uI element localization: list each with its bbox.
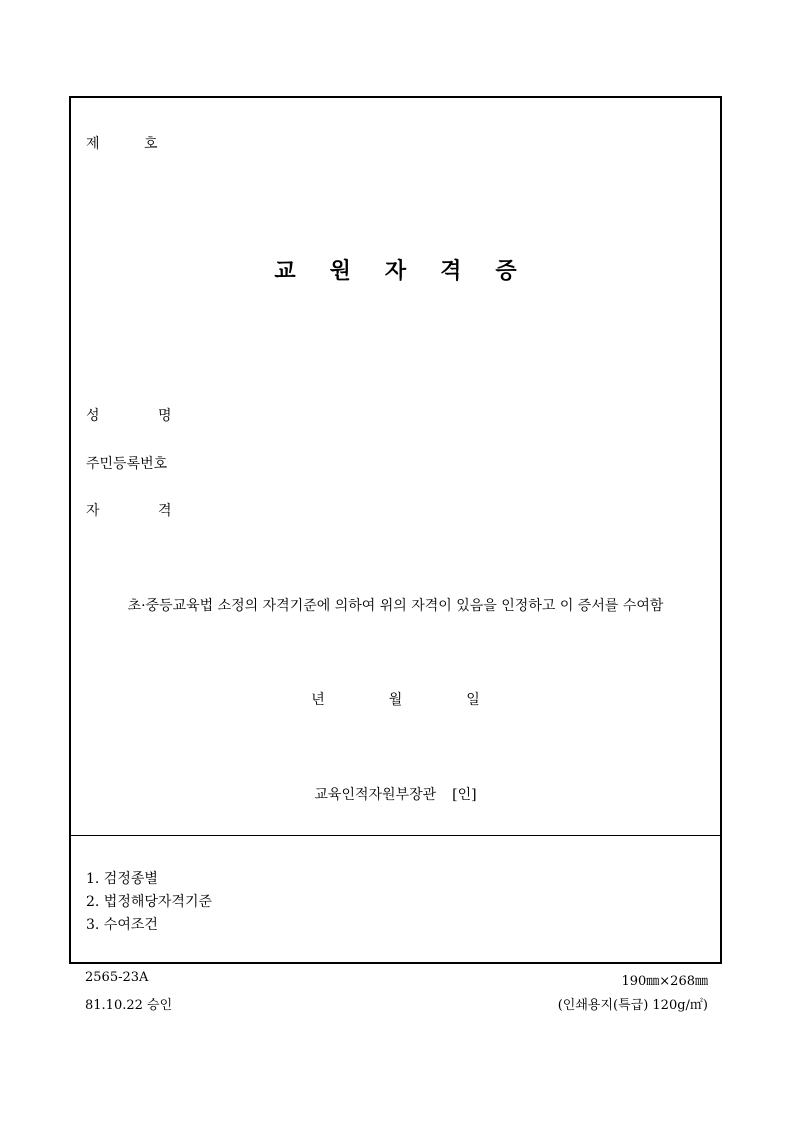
certificate-title bbox=[71, 254, 720, 285]
title-char: 격 bbox=[440, 258, 462, 284]
title-char: 증 bbox=[495, 258, 517, 284]
note-item: 3. 수여조건 bbox=[86, 917, 158, 933]
resident-id-label: 주민등록번호 bbox=[86, 456, 168, 472]
section-divider bbox=[71, 835, 720, 836]
date-month-label: 월 bbox=[388, 692, 403, 708]
paper-size: 190㎜×268㎜ bbox=[621, 974, 708, 989]
title-char: 교 bbox=[274, 258, 296, 284]
paper-spec: (인쇄용지(특급) 120g/㎡) bbox=[557, 998, 708, 1013]
date-day-label: 일 bbox=[466, 692, 480, 708]
name-label-second: 명 bbox=[158, 408, 172, 424]
note-item: 2. 법정해당자격기준 bbox=[86, 894, 212, 910]
note-item: 1. 검정종별 bbox=[86, 871, 158, 887]
date-row bbox=[71, 689, 720, 709]
title-char: 원 bbox=[329, 258, 351, 284]
issuer-name: 교육인적자원부장관 bbox=[314, 787, 437, 803]
approval-date: 81.10.22 승인 bbox=[85, 998, 173, 1013]
name-label-first: 성 bbox=[86, 408, 100, 424]
official-seal: [인] bbox=[452, 787, 477, 803]
certificate-frame bbox=[69, 96, 722, 964]
number-label-first: 제 bbox=[86, 136, 100, 152]
form-code: 2565-23A bbox=[85, 970, 149, 985]
date-year-label: 년 bbox=[311, 692, 325, 708]
certification-statement: 초·중등교육법 소정의 자격기준에 의하여 위의 자격이 있음을 인정하고 이 증서를 수여함 bbox=[127, 598, 664, 614]
issuer-line bbox=[71, 784, 720, 804]
number-label-second: 호 bbox=[144, 136, 158, 152]
qualification-label-second: 격 bbox=[158, 503, 172, 519]
title-char: 자 bbox=[384, 258, 407, 284]
qualification-label-first: 자 bbox=[86, 503, 100, 519]
